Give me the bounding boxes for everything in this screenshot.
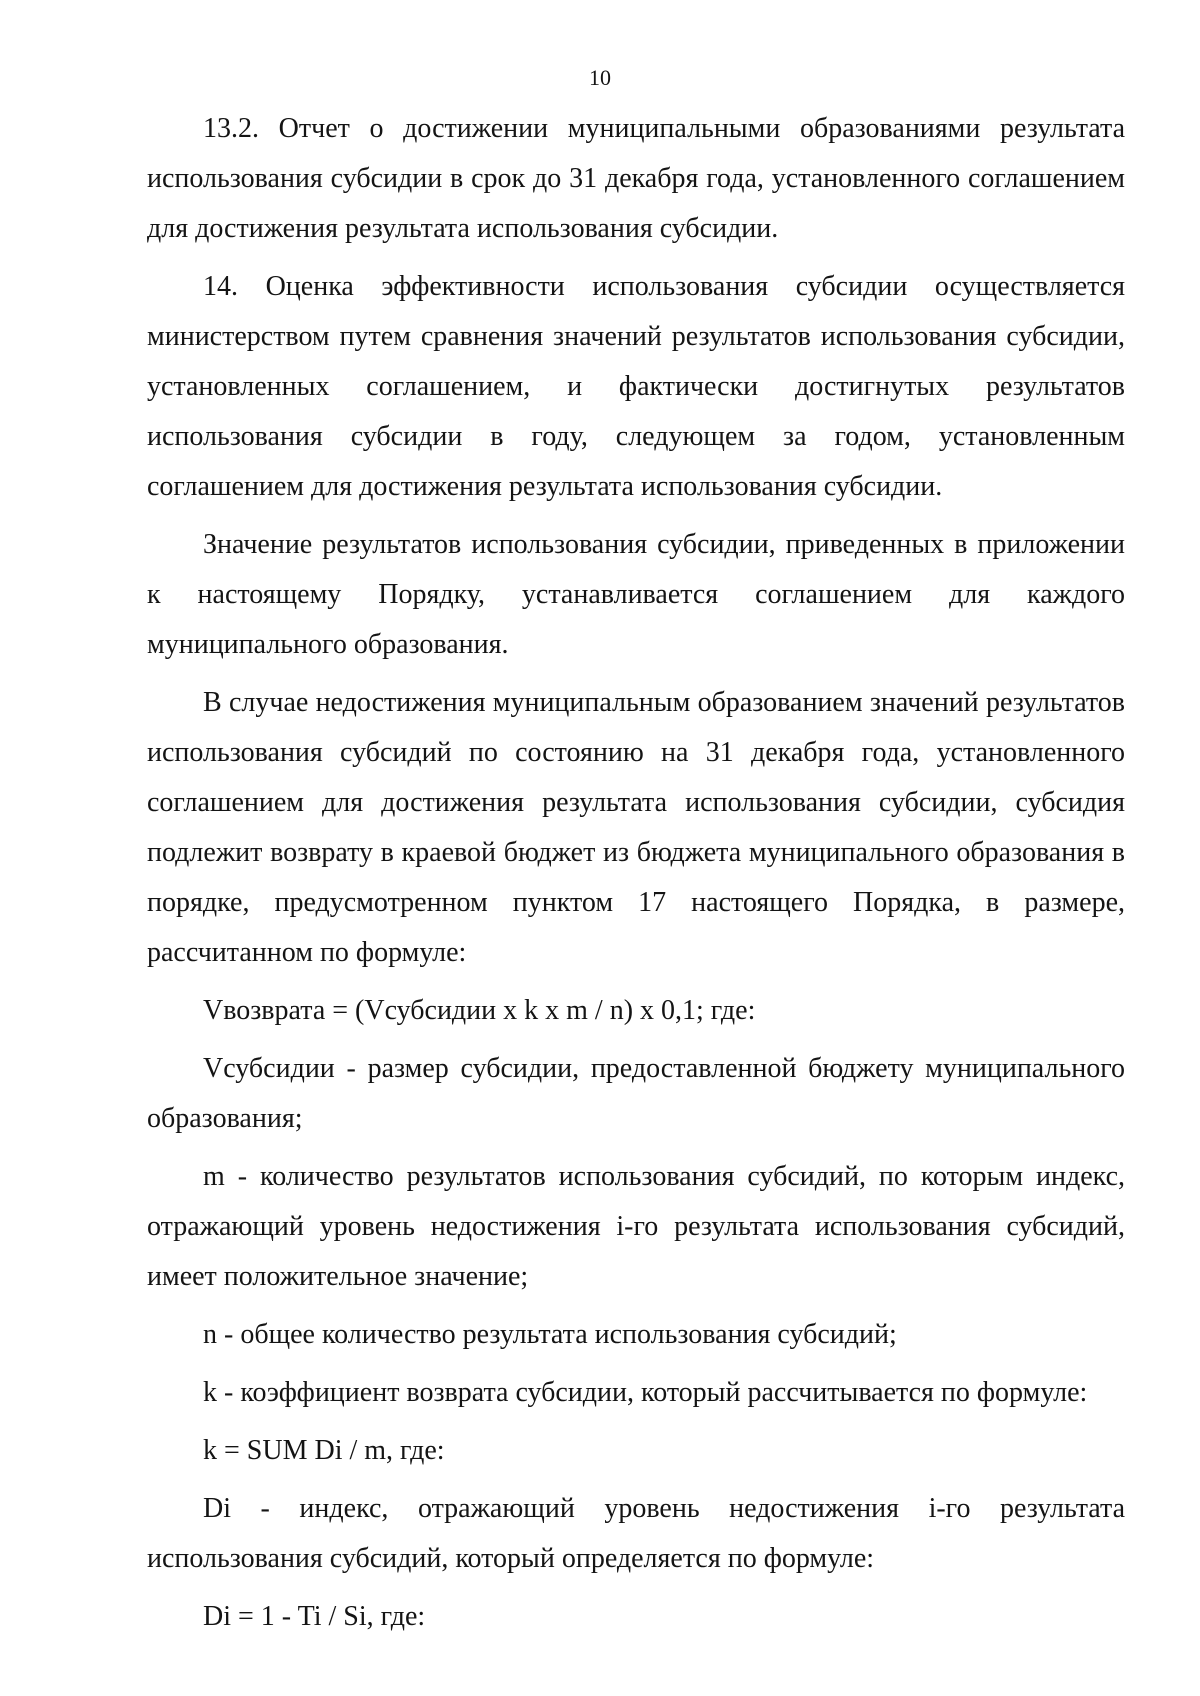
formula-di: Di = 1 - Ti / Si, где:: [203, 1601, 426, 1632]
paragraph-result-values: Значение результатов использования субсидии, приведенных в приложении к настоящему Порядку, устанавливается соглашением для каждого муниципального образования.: [147, 529, 1125, 660]
definition-di: Di - индекс, отражающий уровень недостижения i-го результата использования субсидий, который определяется по формуле:: [147, 1493, 1125, 1574]
formula-k: k = SUM Di / m, где:: [203, 1435, 445, 1466]
paragraph-14: 14. Оценка эффективности использования субсидии осуществляется министерством путем сравнения значений результатов использования субсидии, установленных соглашением, и фактически достигнутых результатов использования субсидии в году, следующем за годом, установленным соглашением для достижения результата использования субсидии.: [147, 271, 1125, 502]
definition-n: n - общее количество результата использования субсидий;: [203, 1319, 897, 1350]
paragraph-13-2: 13.2. Отчет о достижении муниципальными образованиями результата использования субсидии в срок до 31 декабря года, установленного соглашением для достижения результата использования субсидии.: [147, 113, 1125, 244]
page-number: 10: [589, 65, 611, 90]
definition-m: m - количество результатов использования субсидий, по которым индекс, отражающий уровень недостижения i-го результата использования субсидий, имеет положительное значение;: [147, 1161, 1125, 1292]
definition-v-subsidy: Vсубсидии - размер субсидии, предоставленной бюджету муниципального образования;: [147, 1053, 1125, 1134]
definition-k: k - коэффициент возврата субсидии, который рассчитывается по формуле:: [203, 1377, 1088, 1408]
paragraph-non-achievement: В случае недостижения муниципальным образованием значений результатов использования субсидий по состоянию на 31 декабря года, установленного соглашением для достижения результата использования субсидии, субсидия подлежит возврату в краевой бюджет из бюджета муниципального образования в порядке, предусмотренном пунктом 17 настоящего Порядка, в размере, рассчитанном по формуле:: [147, 687, 1125, 968]
document-body: [147, 104, 1125, 1642]
formula-return: Vвозврата = (Vсубсидии x k x m / n) x 0,1; где:: [203, 995, 756, 1026]
